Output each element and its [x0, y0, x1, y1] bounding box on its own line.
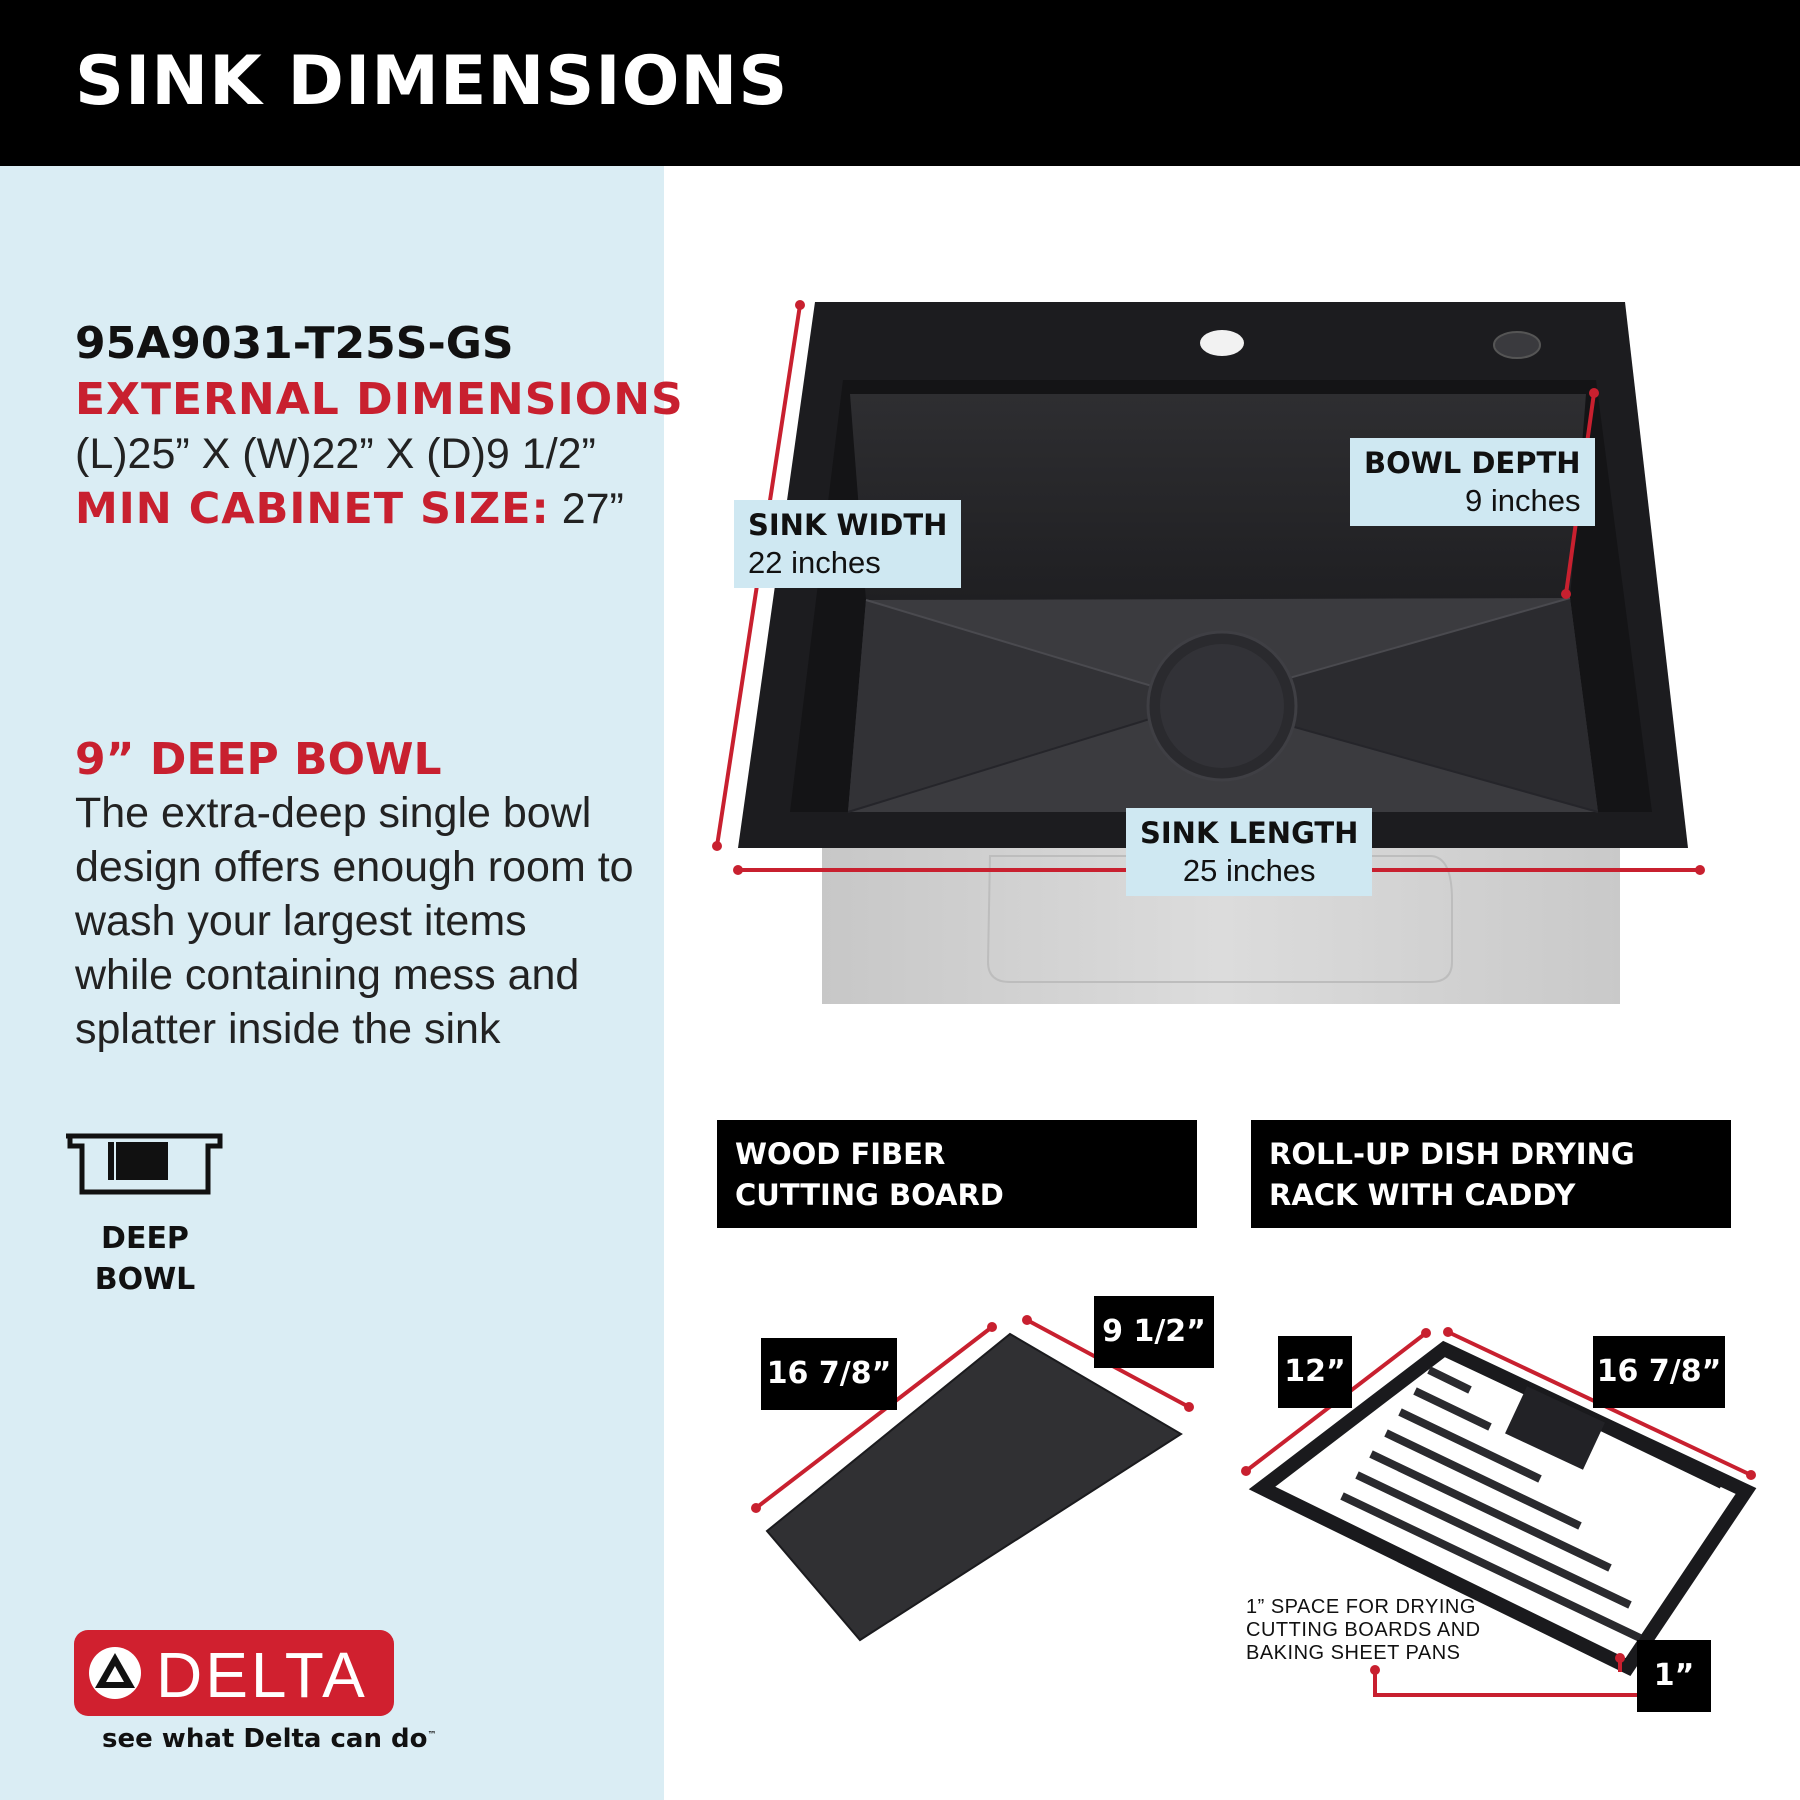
- deep-bowl-icon: [64, 1128, 224, 1198]
- external-dimensions-label: EXTERNAL DIMENSIONS: [75, 374, 684, 425]
- bowl-depth-callout: [1350, 438, 1595, 526]
- external-dimensions-value: (L)25” X (W)22” X (D)9 1/2”: [75, 430, 596, 478]
- sink-width-title: SINK WIDTH: [748, 508, 948, 542]
- brand-name: DELTA: [156, 1639, 368, 1711]
- rack-gap-tag: 1”: [1637, 1640, 1711, 1712]
- sink-width-value: 22 inches: [748, 545, 881, 580]
- bowl-depth-title: BOWL DEPTH: [1364, 446, 1581, 480]
- header-bar: [0, 0, 1800, 166]
- cutting-board-title-line-2: CUTTING BOARD: [735, 1178, 1004, 1212]
- sink-length-callout: [1126, 808, 1372, 896]
- page-title: SINK DIMENSIONS: [75, 42, 789, 121]
- tagline-text: see what Delta can do: [102, 1724, 428, 1754]
- sink-width-callout: [734, 500, 961, 588]
- drying-rack-title-line-1: ROLL-UP DISH DRYING: [1269, 1137, 1635, 1171]
- rack-note-line-2: CUTTING BOARDS AND: [1246, 1619, 1481, 1641]
- drying-rack-title-line-2: RACK WITH CADDY: [1269, 1178, 1576, 1212]
- brand-tagline: [102, 1724, 437, 1754]
- rack-note-line-1: 1” SPACE FOR DRYING: [1246, 1596, 1476, 1618]
- model-number: 95A9031-T25S-GS: [75, 318, 514, 369]
- cabinet-size-value: 27”: [561, 485, 624, 533]
- feature-title: 9” DEEP BOWL: [75, 734, 442, 785]
- rack-width-tag: 12”: [1278, 1336, 1352, 1408]
- delta-logo: [74, 1630, 394, 1716]
- delta-triangle-icon: [88, 1646, 142, 1700]
- cabinet-size-label: MIN CABINET SIZE:: [75, 484, 550, 534]
- rack-gap-note: [1246, 1596, 1481, 1665]
- bowl-depth-value: 9 inches: [1465, 483, 1581, 518]
- cutting-board-header: [717, 1120, 1197, 1228]
- deep-bowl-label: DEEP BOWL: [94, 1221, 196, 1297]
- cutting-board-title-line-1: WOOD FIBER: [735, 1137, 946, 1171]
- board-width-tag: 9 1/2”: [1094, 1296, 1214, 1368]
- product-illustration: [664, 166, 1800, 1800]
- sink-length-title: SINK LENGTH: [1140, 816, 1359, 850]
- sink-image: [738, 302, 1688, 1004]
- cabinet-size-line: [75, 484, 624, 534]
- trademark-symbol: ™: [427, 1730, 437, 1741]
- drying-rack-header: [1251, 1120, 1731, 1228]
- rack-length-tag: 16 7/8”: [1593, 1336, 1725, 1408]
- feature-description: The extra-deep single bowl design offers enough room to wash your largest items while containing mess and splatter inside the sink: [75, 789, 634, 1053]
- board-length-tag: 16 7/8”: [761, 1338, 897, 1410]
- rack-note-line-3: BAKING SHEET PANS: [1246, 1642, 1461, 1664]
- sink-length-value: 25 inches: [1182, 853, 1316, 888]
